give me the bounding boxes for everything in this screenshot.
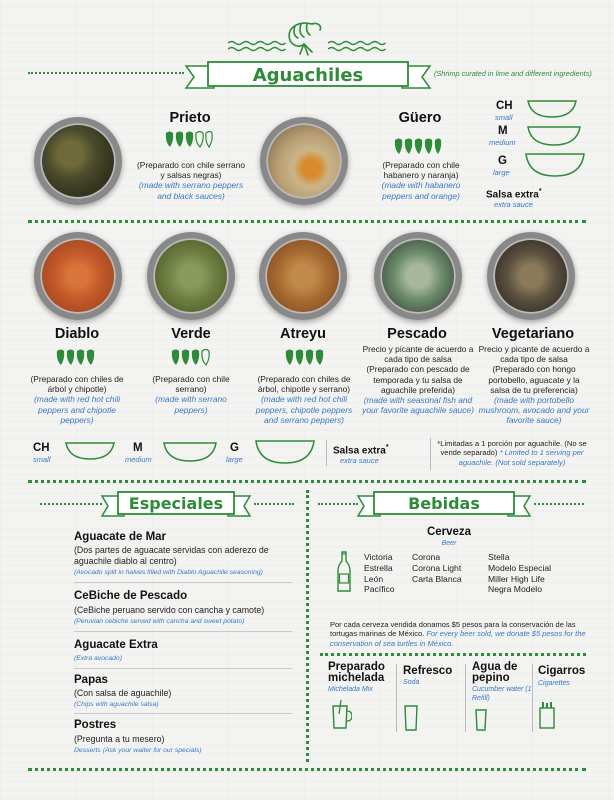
donation-en: For every beer sold, we donate $5 pesos for the conservation of sea turtles in México.: [330, 629, 586, 648]
prieto-desc-es: (Preparado con chile serrano y salsas negras): [136, 160, 245, 181]
salsa-extra-en-top: extra sauce: [494, 200, 533, 209]
verde-bowl-image: [147, 232, 235, 320]
vegetariano-desc-en: (made with portobello mushroom, avocado and your favorite sauce): [478, 395, 590, 426]
beer-item: Miller High Life: [488, 573, 545, 584]
especiales-title: Especiales: [128, 494, 224, 513]
vegetariano-desc-pre: Precio y picante de acuerdo a cada tipo de salsa: [478, 344, 590, 365]
vegetariano-name: Vegetariano: [491, 326, 575, 342]
pescado-desc-en: (made with seasonal fish and your favorite aguachile sauce): [362, 395, 474, 416]
especiales-banner: [100, 488, 252, 522]
drinks-divider: [465, 664, 466, 732]
size-m-en: medium: [489, 138, 516, 147]
aguacate-de-mar-en: (Avocado split in halves filled with Diablo Aguachile seasoning): [74, 569, 263, 576]
aguacate-extra-name: Aguacate Extra: [74, 639, 158, 651]
aguacate-extra-en: (Extra avocado): [74, 655, 122, 662]
vegetariano-desc-es: (Preparado con hongo portobello, aguacate y la salsa de tu preferencia): [488, 364, 580, 395]
salsa-note-en: * Limited to 1 serving per aguachile. (Not sold separately): [458, 448, 584, 467]
cebiche-name: CeBiche de Pescado: [74, 590, 188, 602]
postres-desc: (Pregunta a tu mesero): [74, 734, 165, 744]
beer-item: Victoria: [364, 552, 393, 562]
vegetariano-bowl-image: [487, 232, 575, 320]
aguachiles-title: Aguachiles: [252, 65, 364, 86]
drinks-divider: [396, 664, 397, 732]
agua-pepino-en: Cucumber water (1 Refill): [472, 686, 532, 702]
refresco-en: Soda: [403, 679, 420, 686]
donation-note: [330, 620, 586, 648]
chili-icon: [393, 136, 443, 156]
size-m-label-bottom: M: [133, 442, 143, 454]
beer-item: Stella: [488, 552, 510, 562]
atreyu-bowl-image: [259, 232, 347, 320]
salsa-note: [436, 439, 588, 467]
pescado-name: Pescado: [387, 326, 447, 342]
guero-desc-en: (made with habanero peppers and orange): [381, 180, 461, 201]
beer-col-3: [488, 552, 551, 595]
aguachiles-banner: [184, 58, 432, 94]
verde-desc-en: (made with serrano peppers): [155, 394, 227, 415]
cerveza-title: Cerveza: [426, 526, 472, 538]
bowl-icon: [254, 439, 316, 465]
chili-icon: [170, 347, 214, 367]
cerveza-en: Beer: [441, 540, 457, 547]
postres-en: Desserts (Ask your waiter for our specials): [74, 747, 202, 754]
especiales-rule-right: [254, 503, 294, 505]
chili-icon: [164, 129, 214, 149]
beer-item: Corona Light: [412, 562, 462, 573]
size-g-en-bottom: large: [226, 455, 243, 464]
bowl-icon: [524, 152, 586, 178]
cigarettes-icon: [538, 700, 556, 730]
bebidas-title: Bebidas: [408, 494, 480, 513]
divider-top: [28, 220, 586, 223]
divider-vertical-small: [326, 440, 327, 466]
pescado-bowl-image: [374, 232, 462, 320]
papas-name: Papas: [74, 674, 108, 686]
vegetariano-description: [478, 344, 590, 426]
size-ch-en-bottom: small: [33, 455, 51, 464]
beer-col-2: [412, 552, 462, 584]
diablo-bowl-image: [34, 232, 122, 320]
size-m-label: M: [498, 125, 508, 137]
verde-desc-es: (Preparado con chile serrano): [152, 374, 230, 395]
michelada-name: Preparado michelada: [328, 661, 385, 684]
salsa-extra-mark: *: [538, 188, 542, 195]
papas-en: (Chips with aguachile salsa): [74, 701, 159, 708]
salsa-note-es: *Limitadas a 1 porción por aguachile. (No se vende separado): [437, 439, 587, 458]
beer-item: León: [364, 573, 384, 584]
size-g-en: large: [493, 168, 510, 177]
divider-middle: [28, 480, 586, 483]
cebiche-desc: (CeBiche peruano servido con cancha y camote): [74, 605, 265, 615]
aguacate-de-mar-name: Aguacate de Mar: [74, 531, 167, 543]
salsa-extra-mark: *: [385, 444, 389, 451]
pescado-desc-pre: Precio y picante de acuerdo a cada tipo de salsa: [362, 344, 474, 365]
drinks-divider: [532, 664, 533, 732]
beer-item: Pacífico: [364, 584, 395, 595]
especiales-separator: [74, 582, 292, 583]
beer-item: Corona: [412, 552, 441, 562]
bowl-icon: [162, 441, 218, 463]
especiales-separator: [74, 713, 292, 714]
diablo-description: [24, 374, 130, 425]
bebidas-divider: [320, 653, 586, 656]
divider-bottom: [28, 768, 586, 771]
salsa-extra-bottom: [333, 444, 389, 456]
bowl-icon: [64, 441, 116, 461]
beer-col-1: [364, 552, 395, 595]
especiales-separator: [74, 668, 292, 669]
size-ch-label-bottom: CH: [33, 442, 50, 454]
postres-name: Postres: [74, 719, 117, 731]
prieto-bowl-image: [34, 117, 122, 205]
guero-description: [366, 160, 476, 201]
bebidas-rule-right: [534, 503, 584, 505]
pescado-description: [362, 344, 474, 415]
divider-vertical: [306, 490, 309, 762]
papas-desc: (Con salsa de aguachile): [74, 688, 172, 698]
refresco-name: Refresco: [403, 665, 453, 677]
shrimp-icon: [282, 18, 326, 58]
beer-bottle-icon: [336, 551, 352, 593]
bowl-icon: [526, 99, 578, 119]
diablo-desc-es: (Preparado con chiles de árbol y chipotle): [30, 374, 124, 395]
wave-decoration-right: [328, 40, 386, 52]
cigarros-name: Cigarros: [538, 665, 586, 677]
wave-decoration-left: [228, 40, 286, 52]
size-g-label: G: [498, 155, 507, 167]
size-m-en-bottom: medium: [125, 455, 152, 464]
bebidas-rule-left: [318, 503, 358, 505]
diablo-name: Diablo: [54, 326, 100, 342]
cigarros-en: Cigarettes: [538, 680, 570, 687]
beer-item: Carta Blanca: [412, 573, 462, 584]
chili-icon: [284, 347, 328, 367]
donation-es: Por cada cerveza vendida donamos $5 pesos para la conservación de las tortugas marinas de México.: [330, 620, 576, 639]
salsa-extra-top: [486, 188, 542, 200]
beer-item: Negra Modelo: [488, 584, 542, 595]
prieto-name: Prieto: [169, 110, 211, 126]
soda-cup-icon: [403, 704, 419, 732]
guero-name: Güero: [398, 110, 442, 126]
especiales-rule-left: [40, 503, 102, 505]
atreyu-name: Atreyu: [280, 326, 326, 342]
salsa-extra-en-bottom: extra sauce: [340, 456, 379, 465]
pescado-desc-es: (Preparado con pescado de temporada y tu salsa de aguachile preferida): [366, 364, 470, 395]
size-ch-label: CH: [496, 100, 513, 112]
beer-item: Modelo Especial: [488, 562, 552, 573]
bowl-icon: [526, 125, 582, 147]
agua-pepino-name: Agua de pepino: [472, 661, 518, 684]
guero-desc-es: (Preparado con chile habanero y naranja): [382, 160, 460, 181]
prieto-description: [136, 160, 246, 201]
divider-vertical-small: [430, 438, 431, 470]
size-ch-en: small: [495, 113, 513, 122]
verde-description: [150, 374, 232, 415]
chili-icon: [55, 347, 99, 367]
diablo-desc-en: (made with red hot chili peppers and chipotle peppers): [33, 394, 121, 425]
aguachiles-title-rule: [28, 72, 184, 74]
beer-item: Estrella: [364, 562, 393, 573]
michelada-glass-icon: [330, 700, 352, 730]
guero-bowl-image: [260, 117, 348, 205]
atreyu-desc-es: (Preparado con chiles de árbol, chipotle y serrano): [257, 374, 351, 395]
aguacate-de-mar-desc: (Dos partes de aguacate servidas con aderezo de aguachile diablo al centro): [74, 545, 269, 566]
cebiche-en: (Peruvian cebiche served with cancha and sweet potato): [74, 618, 245, 625]
michelada-en: Michelada Mix: [328, 686, 373, 693]
salsa-extra-label: Salsa extra: [486, 189, 539, 201]
verde-name: Verde: [171, 326, 211, 342]
size-g-label-bottom: G: [230, 442, 239, 454]
atreyu-desc-en: (made with red hot chili peppers, chipotle peppers and serrano peppers): [255, 394, 353, 425]
salsa-extra-label: Salsa extra: [333, 445, 386, 457]
water-glass-icon: [474, 708, 488, 732]
bebidas-banner: [356, 488, 532, 522]
aguachiles-subtitle: (Shrimp curated in lime and different ingredients): [434, 69, 592, 78]
atreyu-description: [250, 374, 358, 425]
prieto-desc-en: (made with serrano peppers and black sauces): [138, 180, 244, 201]
especiales-separator: [74, 631, 292, 632]
